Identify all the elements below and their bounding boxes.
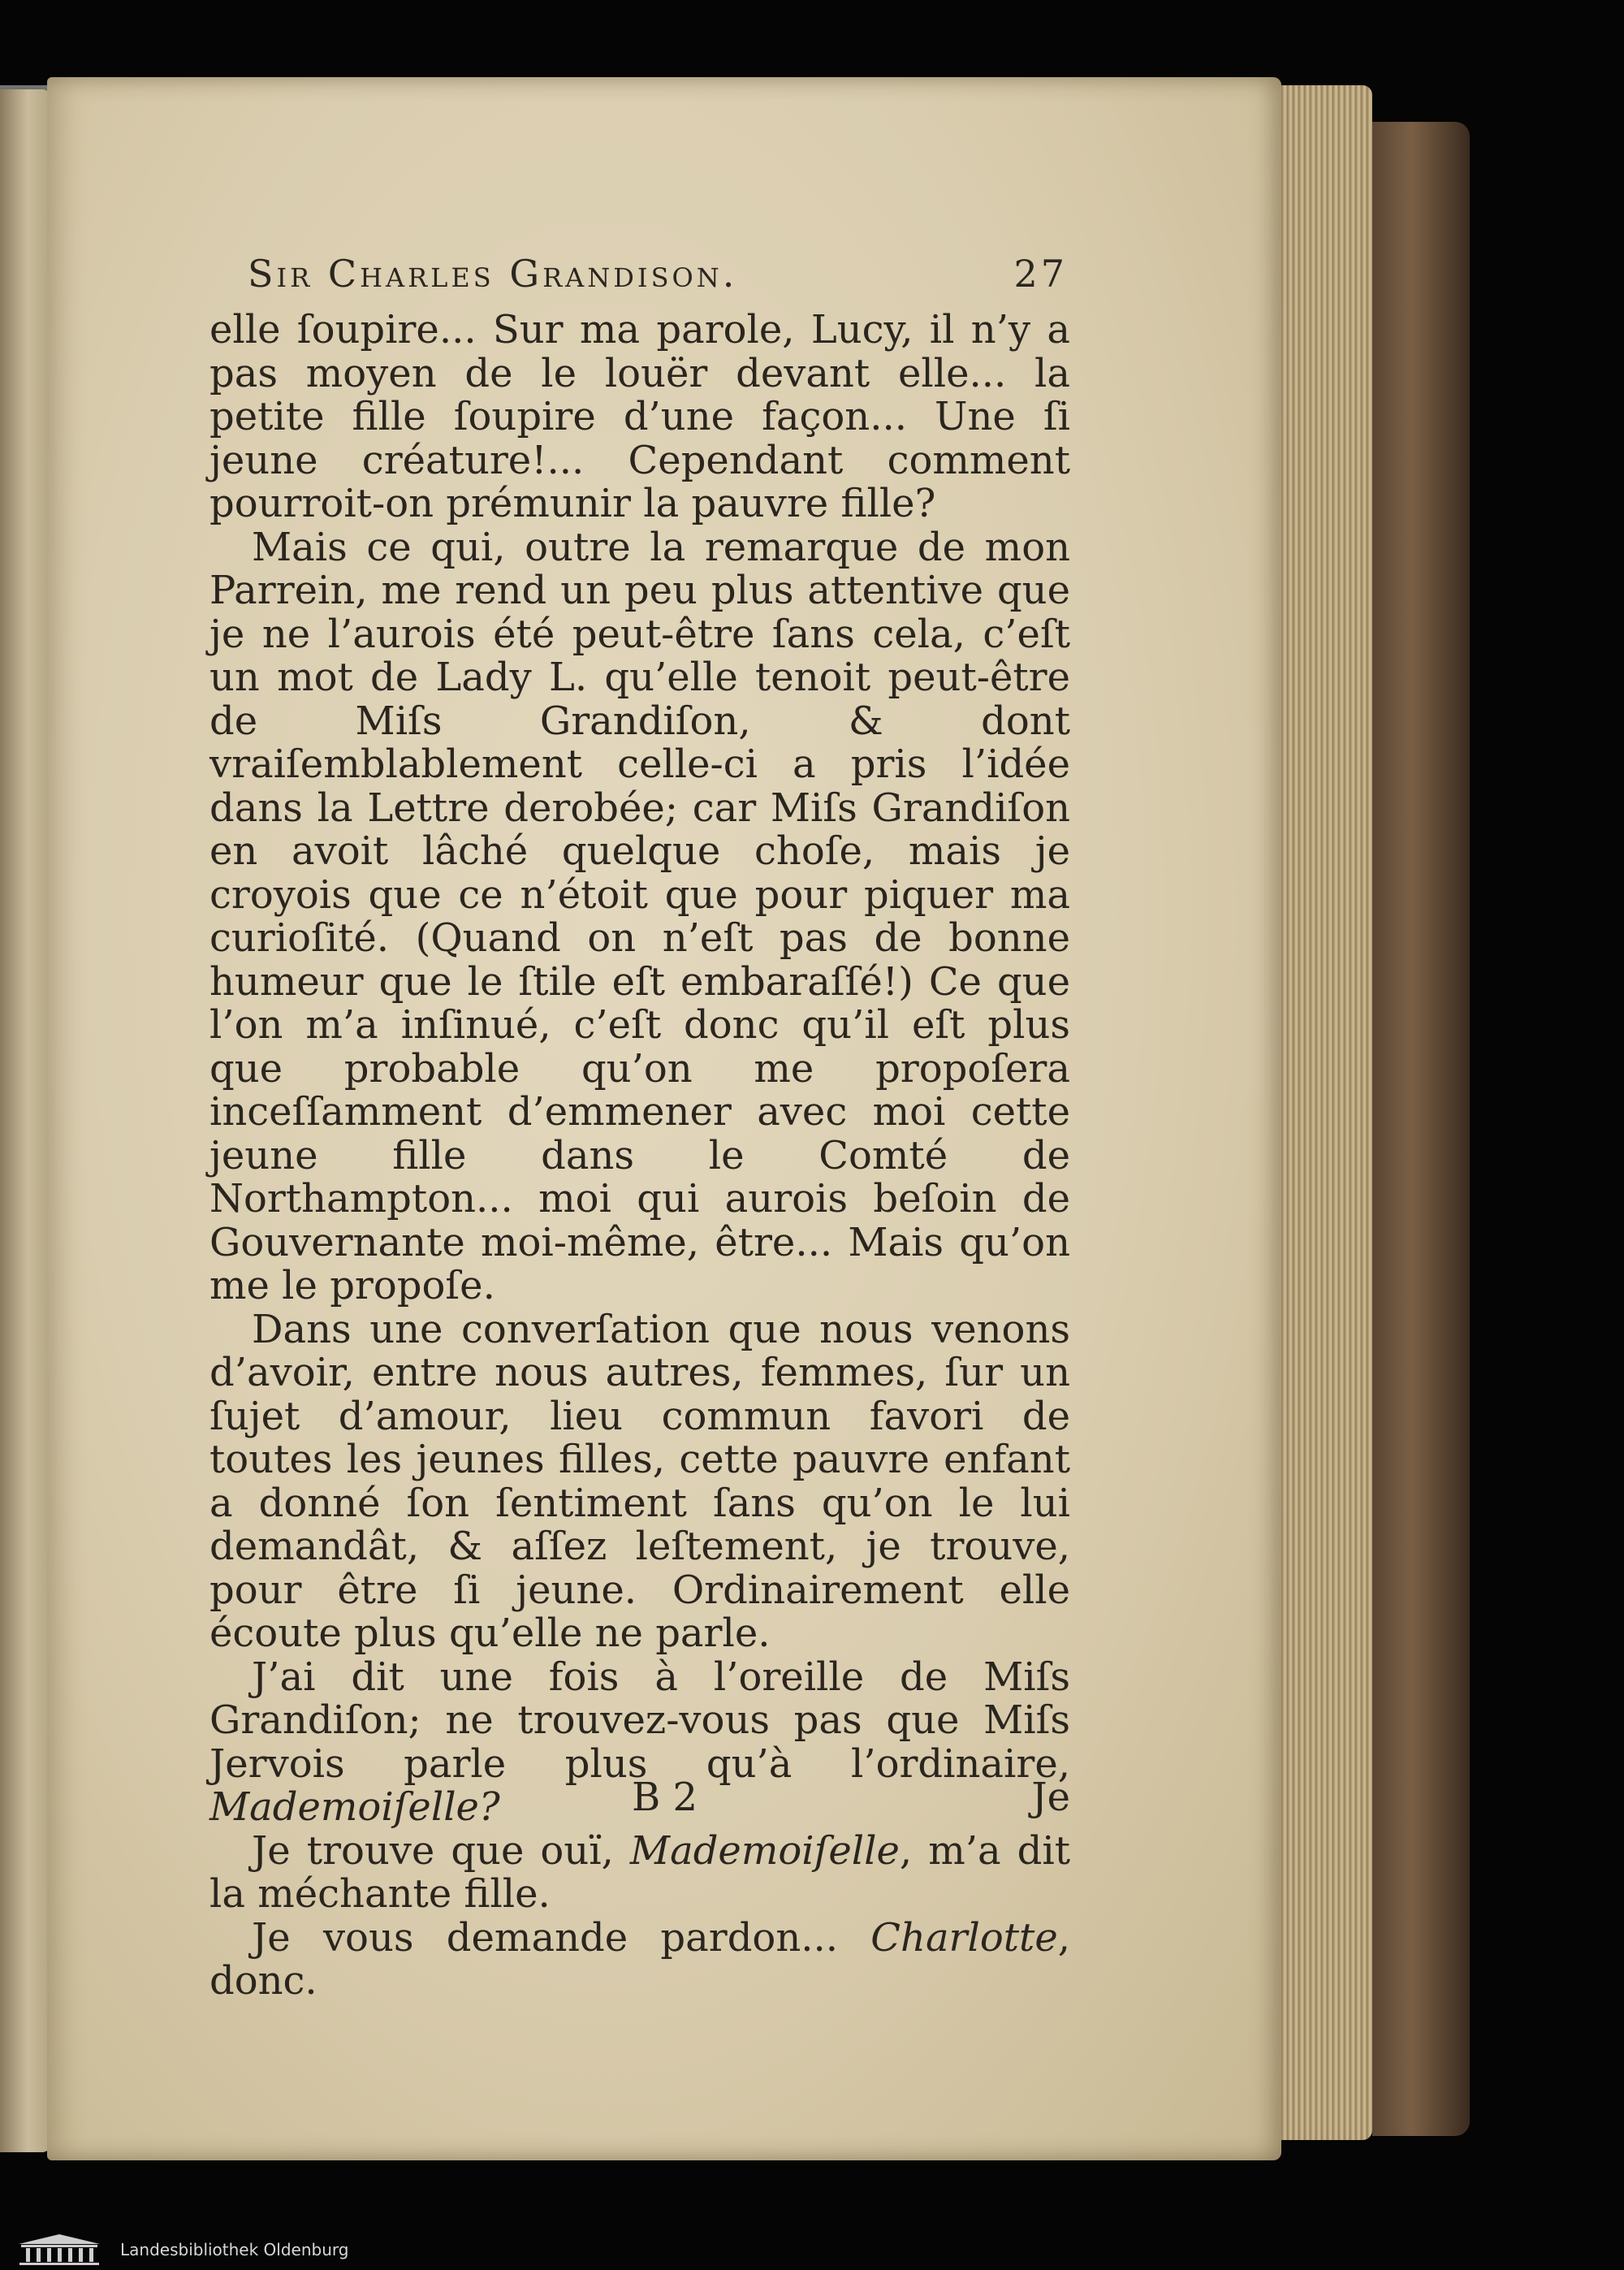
paragraph-text: J’ai dit une fois à l’oreille de Miſs Grandiſon; ne trouvez-vous pas que Miſs Jervois parle plus qu’à l’ordinaire,	[209, 1654, 1070, 1787]
signature-mark: B 2	[632, 1775, 698, 1820]
paragraph-text: elle ſoupire... Sur ma parole, Lucy, il n’y a pas moyen de le louër devant elle... la petite fille ſoupire d’une façon... Une ſi jeune créature!... Cependant comment pourroit-on prémunir la pauvre fille?	[209, 307, 1070, 526]
paragraph	[209, 309, 1070, 526]
library-building-icon	[15, 2233, 104, 2267]
page-footer	[209, 1775, 1070, 1823]
running-head	[248, 252, 1068, 296]
italic-text: Mademoiſelle?	[209, 1784, 500, 1830]
paragraph-text: Je trouve que ouï,	[252, 1827, 630, 1874]
left-page-edge	[0, 89, 50, 2152]
page-edges	[1267, 85, 1372, 2140]
paragraph-text: , m’a dit la méchante fille.	[209, 1827, 1071, 1917]
paragraph-text: Mais ce qui, outre la remarque de mon Parrein, me rend un peu plus attentive que je ne l’aurois été peut-être ſans cela, c’eſt un mot de Lady L. qu’elle tenoit peut-être de Miſs Grandiſon, & dont vraiſemblablement celle-ci a pris l’idée dans la Lettre derobée; car Miſs Grandiſon en avoit lâché quelque choſe, mais je croyois que ce n’étoit que pour piquer ma curioſité. (Quand on n’eſt pas de bonne humeur que le ſtile eſt embaraſſé!) Ce que l’on m’a inſinué, c’eſt donc qu’il eſt plus que probable qu’on me propoſera inceſſamment d’emmener avec moi cette jeune fille dans le Comté de Northampton... moi qui aurois beſoin de Gouvernante moi-même, être... Mais qu’on me le propoſe.	[209, 524, 1070, 1308]
catchword: Je	[1031, 1775, 1070, 1820]
page-number: 27	[1013, 252, 1068, 296]
italic-text: Mademoiſelle	[629, 1827, 900, 1874]
book-cover	[1372, 122, 1470, 2136]
running-title: Sir Charles Grandison.	[248, 252, 738, 296]
paragraph	[209, 526, 1070, 1308]
paragraph	[209, 1914, 1070, 2004]
paragraph-text: Je vous demande pardon...	[252, 1914, 871, 1961]
body-text	[209, 309, 1070, 2004]
library-bar	[0, 2229, 1624, 2270]
library-name: Landesbibliothek Oldenburg	[120, 2240, 349, 2259]
paragraph-text: , donc.	[209, 1914, 1070, 2004]
paragraph	[209, 1827, 1071, 1917]
paragraph-text: Dans une converſation que nous venons d’avoir, entre nous autres, femmes, ſur un ſujet d’amour, lieu commun favori de toutes les jeunes filles, cette pauvre enfant a donné ſon ſentiment ſans qu’on le lui demandât, & aſſez leſtement, je trouve, pour être ſi jeune. Ordinairement elle écoute plus qu’elle ne parle.	[209, 1306, 1070, 1656]
paragraph	[209, 1308, 1070, 1656]
italic-text: Charlotte	[870, 1914, 1058, 1961]
